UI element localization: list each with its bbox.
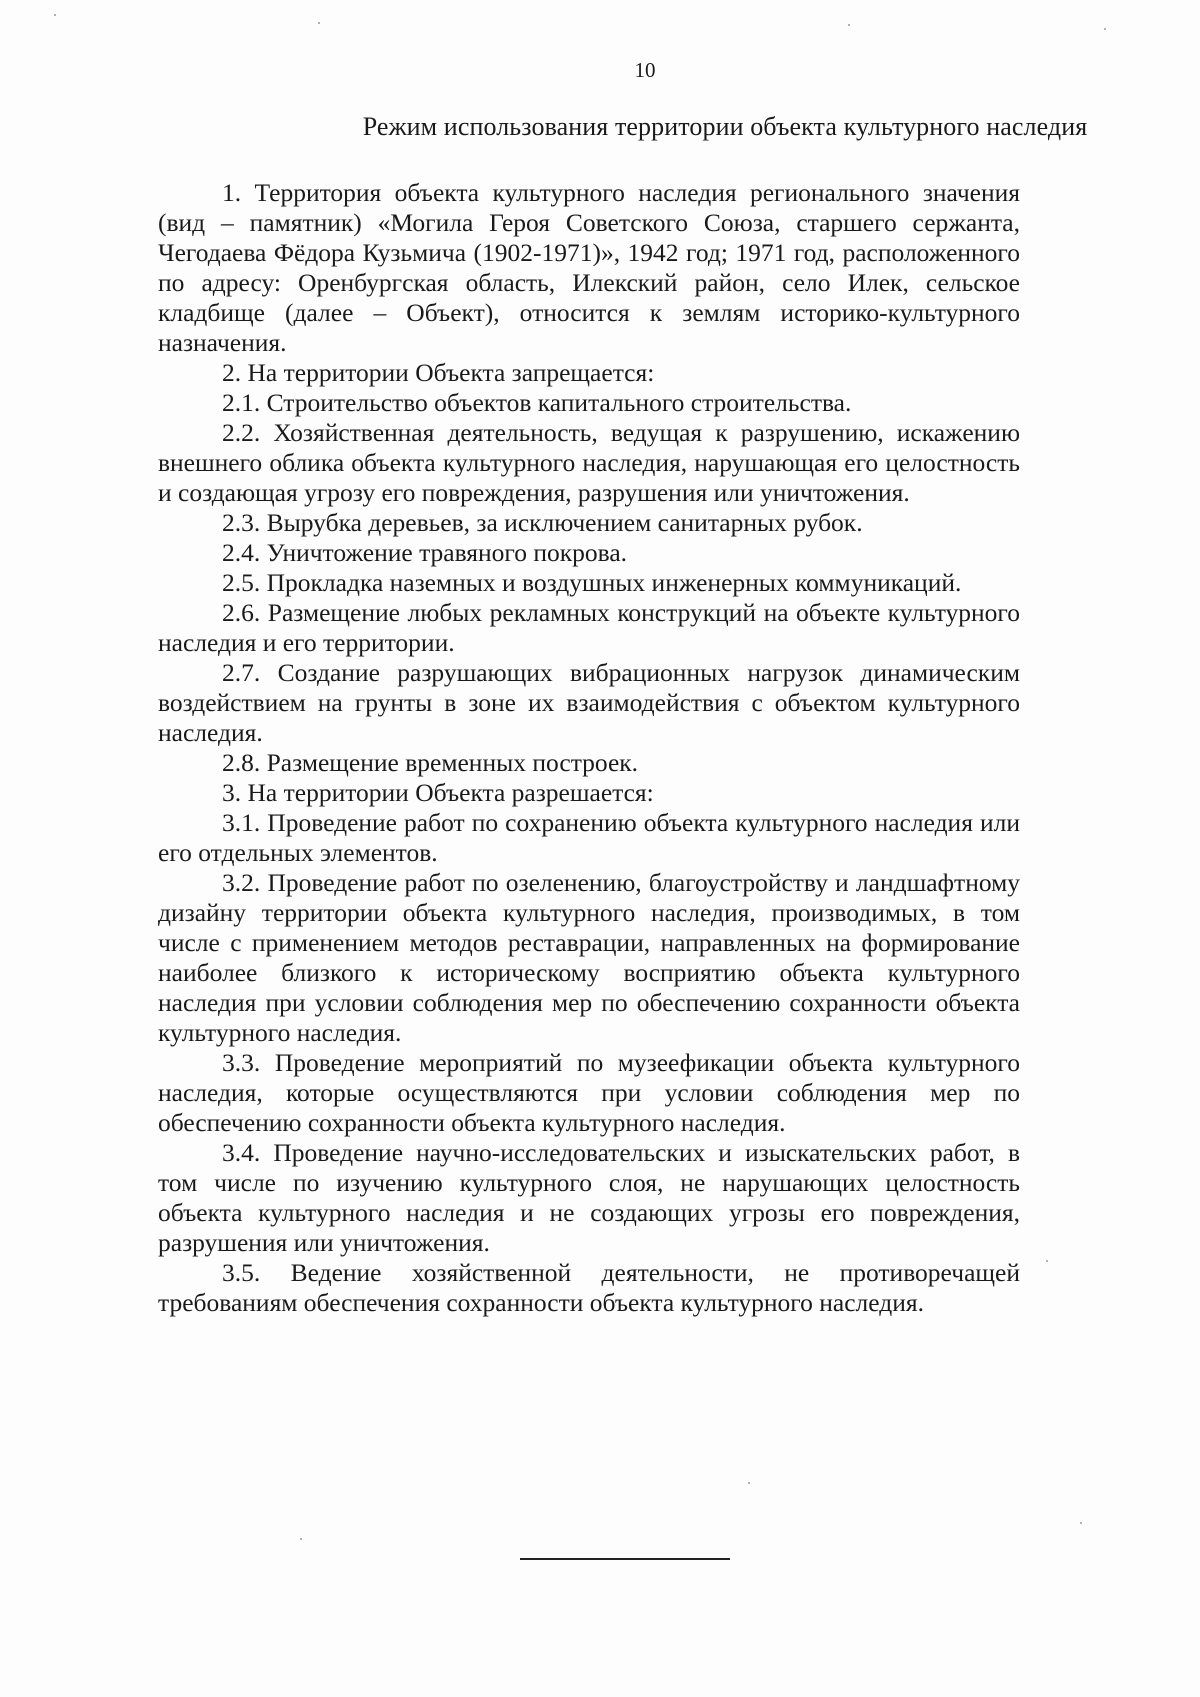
scan-speck	[848, 24, 850, 26]
scan-speck	[1046, 1260, 1048, 1262]
scan-speck	[1104, 28, 1106, 30]
scan-speck	[300, 1538, 302, 1540]
paragraph-2-8: 2.8. Размещение временных построек.	[222, 748, 639, 777]
page-number: 10	[634, 58, 656, 82]
paragraph-3-3: 3.3. Проведение мероприятий по музеефикации объекта культурного наследия, которые осуществляются при условии соблюдения мер по обеспечению сохранности объекта культурного наследия.	[158, 1048, 1020, 1137]
paragraph-2-3: 2.3. Вырубка деревьев, за исключением санитарных рубок.	[222, 508, 863, 537]
document-title: Режим использования территории объекта культурного наследия	[362, 112, 1088, 141]
paragraph-2-6: 2.6. Размещение любых рекламных конструкций на объекте культурного наследия и его территории.	[158, 598, 1020, 657]
paragraph-2-4: 2.4. Уничтожение травяного покрова.	[222, 538, 628, 567]
paragraph-2: 2. На территории Объекта запрещается:	[222, 358, 655, 387]
paragraph-2-7: 2.7. Создание разрушающих вибрационных нагрузок динамическим воздействием на грунты в зоне их взаимодействия с объектом культурного наследия.	[158, 658, 1020, 747]
paragraph-2-1: 2.1. Строительство объектов капитального строительства.	[222, 388, 852, 417]
closing-divider-line	[520, 1558, 730, 1560]
scan-speck	[318, 22, 320, 24]
scan-speck	[54, 14, 56, 16]
paragraph-3-1: 3.1. Проведение работ по сохранению объекта культурного наследия или его отдельных элементов.	[158, 808, 1020, 867]
paragraph-3-2: 3.2. Проведение работ по озеленению, благоустройству и ландшафтному дизайну территории объекта культурного наследия, производимых, в том числе с применением методов реставрации, направленных на формирование наиболее близкого к историческому восприятию объекта культурного наследия при условии соблюдения мер по обеспечению сохранности объекта культурного наследия.	[158, 868, 1020, 1047]
scan-speck	[1080, 1522, 1082, 1524]
paragraph-3: 3. На территории Объекта разрешается:	[222, 778, 654, 807]
paragraph-2-5: 2.5. Прокладка наземных и воздушных инженерных коммуникаций.	[222, 568, 962, 597]
scan-speck	[748, 1482, 750, 1484]
paragraph-1: 1. Территория объекта культурного наследия регионального значения (вид – памятник) «Могила Героя Советского Союза, старшего сержанта, Чегодаева Фёдора Кузьмича (1902-1971)», 1942 год; 1971 год, расположенного по адресу: Оренбургская область, Илекский район, село Илек, сельское кладбище (далее – Объект), относится к землям историко-культурного назначения.	[158, 178, 1020, 357]
paragraph-3-5: 3.5. Ведение хозяйственной деятельности, не противоречащей требованиям обеспечения сохранности объекта культурного наследия.	[158, 1258, 1020, 1317]
paragraph-3-4: 3.4. Проведение научно-исследовательских и изыскательских работ, в том числе по изучению культурного слоя, не нарушающих целостность объекта культурного наследия и не создающих угрозы его повреждения, разрушения или уничтожения.	[158, 1138, 1020, 1257]
document-body	[158, 178, 1020, 1318]
paragraph-2-2: 2.2. Хозяйственная деятельность, ведущая к разрушению, искажению внешнего облика объекта культурного наследия, нарушающая его целостность и создающая угрозу его повреждения, разрушения или уничтожения.	[158, 418, 1020, 507]
